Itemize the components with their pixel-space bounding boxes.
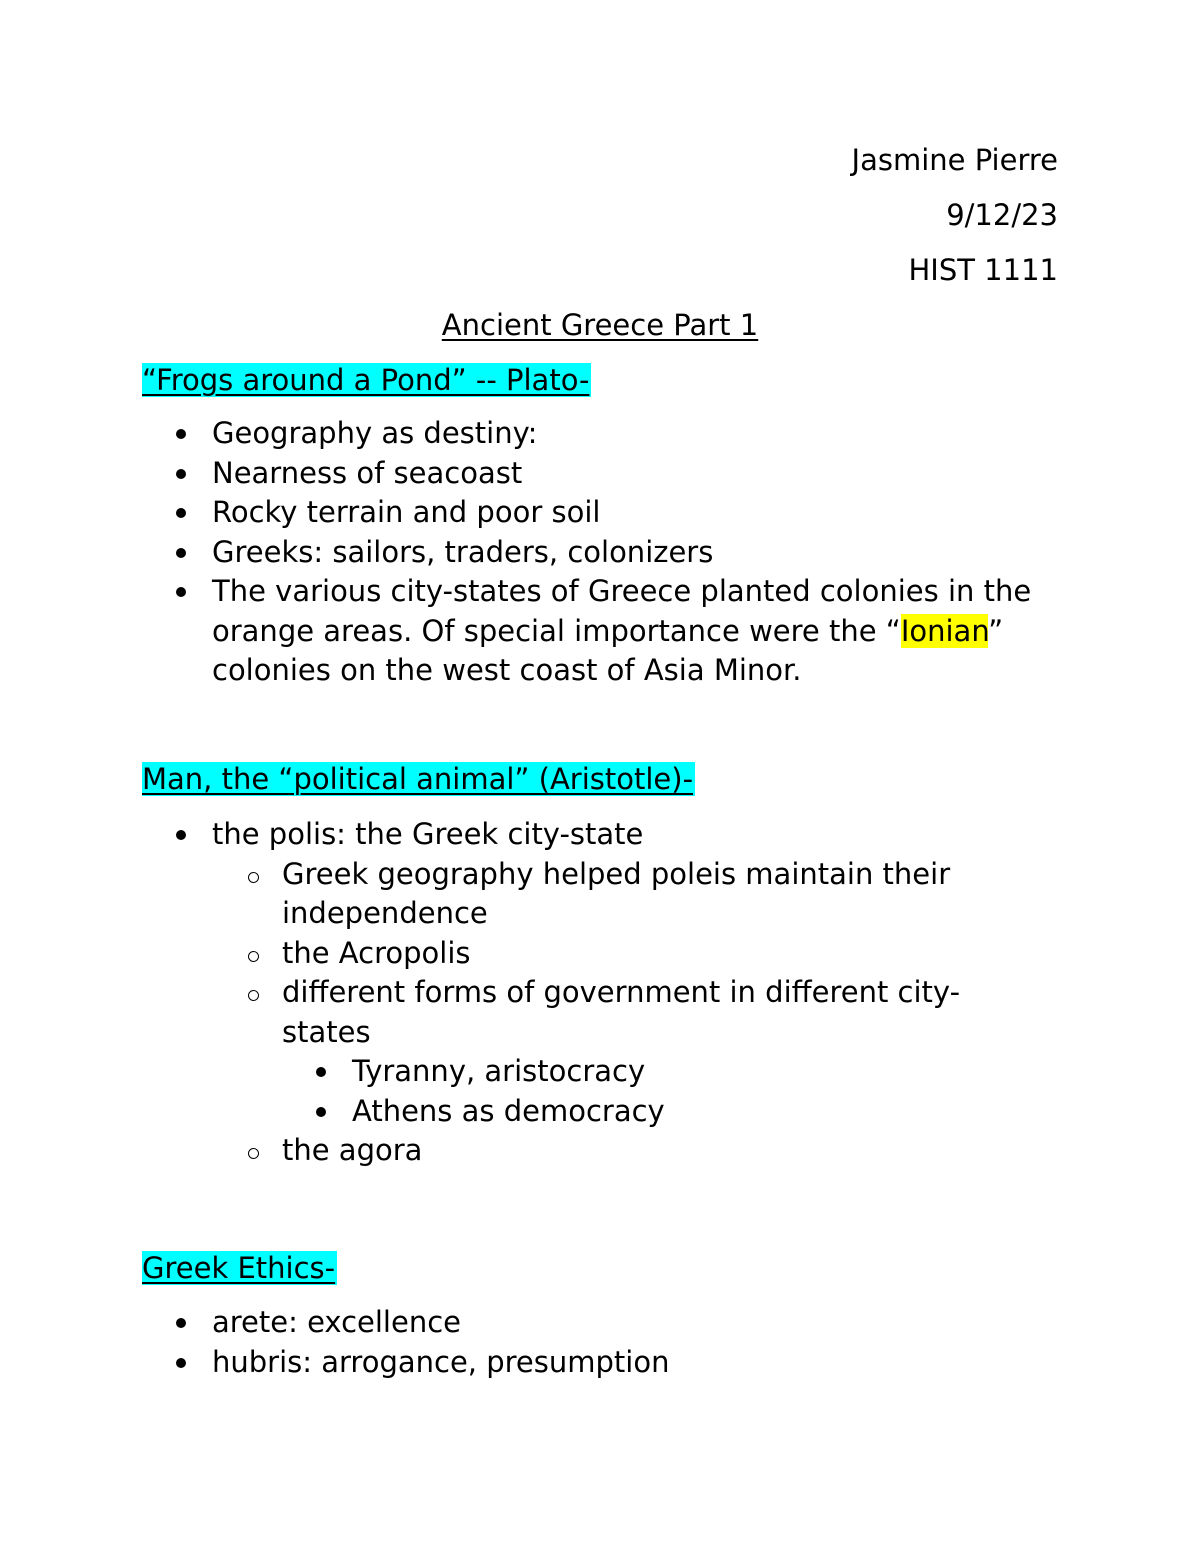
sub-list-item: the agora [282, 1131, 1022, 1171]
sub-sub-list-item: Tyranny, aristocracy [352, 1052, 1022, 1092]
section-heading-ethics [142, 1250, 337, 1286]
list-item: arete: excellence [212, 1303, 1072, 1343]
sub-sub-list-item: Athens as democracy [352, 1092, 1022, 1132]
list-item-polis [212, 815, 1072, 1171]
list-item: Rocky terrain and poor soil [212, 493, 1072, 533]
sub-list-item: Greek geography helped poleis maintain their independence [282, 855, 1022, 934]
section-heading-ethics-text: Greek Ethics- [142, 1251, 336, 1285]
government-text: different forms of government in different city-states [282, 975, 961, 1049]
sub-list-item: the Acropolis [282, 934, 1022, 974]
section-heading-aristotle [142, 761, 695, 797]
document-title-text: Ancient Greece Part 1 [441, 308, 759, 342]
section-heading-plato [142, 362, 591, 398]
section-ethics-list [212, 1303, 1072, 1382]
government-sub-list [352, 1052, 1022, 1131]
section-heading-plato-text: “Frogs around a Pond” -- Plato- [142, 363, 590, 397]
list-item: hubris: arrogance, presumption [212, 1343, 1072, 1383]
sub-list-item-government [282, 973, 1022, 1131]
ionian-highlight: Ionian [900, 613, 989, 648]
document-title [0, 307, 1200, 343]
polis-sub-list [282, 855, 1022, 1171]
course-code: HIST 1111 [908, 253, 1058, 287]
list-item: Greeks: sailors, traders, colonizers [212, 533, 1072, 573]
author-name: Jasmine Pierre [851, 143, 1058, 177]
polis-text: the polis: the Greek city-state [212, 817, 644, 851]
list-item: Nearness of seacoast [212, 454, 1072, 494]
section-plato-list [212, 414, 1072, 691]
section-heading-aristotle-text: Man, the “political animal” (Aristotle)- [142, 762, 694, 796]
document-date: 9/12/23 [946, 198, 1058, 232]
list-item: Geography as destiny: [212, 414, 1072, 454]
colonies-text-end: ” colonies on the west coast of Asia Minor. [212, 613, 1004, 687]
list-item-colonies [212, 572, 1072, 691]
section-aristotle-list [212, 815, 1072, 1171]
colonies-text-start: The various city-states of Greece planted colonies in the orange areas. Of special importance were the “ [212, 574, 1032, 648]
